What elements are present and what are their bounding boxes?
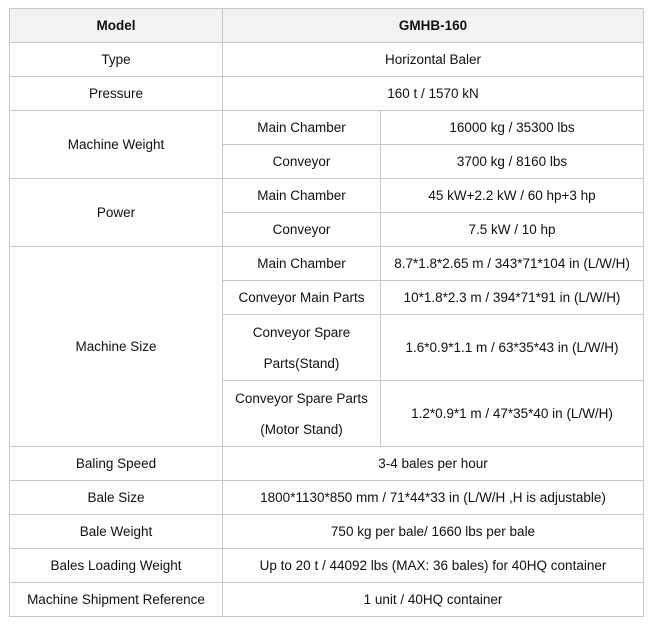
machine-weight-sub-label: Conveyor	[223, 145, 381, 179]
machine-size-value: 1.2*0.9*1 m / 47*35*40 in (L/W/H)	[381, 381, 644, 447]
power-sub-label: Main Chamber	[223, 179, 381, 213]
table-row	[10, 179, 644, 213]
bale-weight-value: 750 kg per bale/ 1660 lbs per bale	[223, 515, 644, 549]
table-row	[10, 481, 644, 515]
sub-label-line: Parts(Stand)	[263, 355, 340, 371]
machine-weight-value: 16000 kg / 35300 lbs	[381, 111, 644, 145]
machine-size-sub-label: Main Chamber	[223, 247, 381, 281]
power-value: 45 kW+2.2 kW / 60 hp+3 hp	[381, 179, 644, 213]
spec-table	[9, 8, 644, 617]
machine-weight-value: 3700 kg / 8160 lbs	[381, 145, 644, 179]
bale-size-label: Bale Size	[10, 481, 223, 515]
type-value: Horizontal Baler	[223, 43, 644, 77]
machine-size-label: Machine Size	[10, 247, 223, 447]
machine-size-sub-label	[223, 381, 381, 447]
model-value: GMHB-160	[223, 9, 644, 43]
table-row	[10, 77, 644, 111]
power-label: Power	[10, 179, 223, 247]
sub-label-line: Conveyor Spare	[252, 324, 351, 340]
machine-size-value: 8.7*1.8*2.65 m / 343*71*104 in (L/W/H)	[381, 247, 644, 281]
table-header-row	[10, 9, 644, 43]
bales-loading-value: Up to 20 t / 44092 lbs (MAX: 36 bales) for 40HQ container	[223, 549, 644, 583]
baling-speed-label: Baling Speed	[10, 447, 223, 481]
machine-size-sub-label	[223, 315, 381, 381]
machine-size-value: 10*1.8*2.3 m / 394*71*91 in (L/W/H)	[381, 281, 644, 315]
shipment-value: 1 unit / 40HQ container	[223, 583, 644, 617]
power-value: 7.5 kW / 10 hp	[381, 213, 644, 247]
machine-size-sub-label: Conveyor Main Parts	[223, 281, 381, 315]
table-row	[10, 111, 644, 145]
pressure-label: Pressure	[10, 77, 223, 111]
table-row	[10, 549, 644, 583]
table-row	[10, 583, 644, 617]
bale-size-value: 1800*1130*850 mm / 71*44*33 in (L/W/H ,H is adjustable)	[223, 481, 644, 515]
power-sub-label: Conveyor	[223, 213, 381, 247]
pressure-value: 160 t / 1570 kN	[223, 77, 644, 111]
table-row	[10, 447, 644, 481]
table-row	[10, 43, 644, 77]
baling-speed-value: 3-4 bales per hour	[223, 447, 644, 481]
sub-label-line: Conveyor Spare Parts	[235, 390, 368, 406]
bales-loading-label: Bales Loading Weight	[10, 549, 223, 583]
machine-weight-sub-label: Main Chamber	[223, 111, 381, 145]
machine-weight-label: Machine Weight	[10, 111, 223, 179]
machine-size-value: 1.6*0.9*1.1 m / 63*35*43 in (L/W/H)	[381, 315, 644, 381]
sub-label-line: (Motor Stand)	[260, 421, 343, 437]
bale-weight-label: Bale Weight	[10, 515, 223, 549]
table-row	[10, 515, 644, 549]
table-row	[10, 247, 644, 281]
shipment-label: Machine Shipment Reference	[10, 583, 223, 617]
type-label: Type	[10, 43, 223, 77]
model-label: Model	[10, 9, 223, 43]
